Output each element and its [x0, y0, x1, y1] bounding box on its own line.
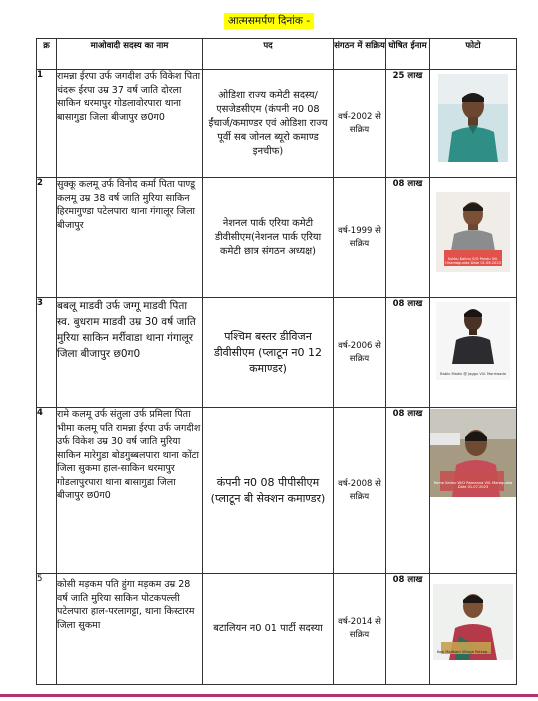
org-active-cell: वर्ष-2014 से सक्रिय — [334, 574, 386, 685]
org-active-cell: वर्ष-1999 से सक्रिय — [334, 178, 386, 298]
serial-cell: 4 — [37, 408, 57, 574]
table-row — [37, 70, 517, 178]
photo-caption: Rame Kalmu W/O Ramanna Vill. Maregudda Date 01.07.2023 — [433, 481, 513, 489]
member-photo — [436, 302, 510, 380]
header-row — [37, 39, 517, 70]
name-cell: सुक्कू कलमू उर्फ विनोद कर्मा पिता पाण्डू कलमू उम्र 38 वर्ष जाति मुरिया साकिन हिरमागुण्डा पटेलपारा थाना गंगालूर जिला बीजापुर — [57, 178, 203, 298]
title-wrap — [0, 9, 538, 29]
reward-cell: 08 लाख — [386, 408, 430, 574]
member-photo — [433, 584, 513, 660]
position-cell: नेशनल पार्क एरिया कमेटी डीवीसीएम(नेशनल पार्क एरिया कमेटी छात्र संगठन अध्यक्ष) — [203, 178, 334, 298]
reward-cell: 08 लाख — [386, 178, 430, 298]
serial-cell: 3 — [37, 298, 57, 408]
org-active-cell: वर्ष-2006 से सक्रिय — [334, 298, 386, 408]
photo-caption: Kosi Madkam Village Potkap... — [437, 650, 491, 654]
header-reward: घोषित ईनाम — [386, 39, 430, 70]
reward-cell: 08 लाख — [386, 574, 430, 685]
table-row — [37, 574, 517, 685]
person-photo-icon — [436, 302, 510, 380]
header-serial: क्र — [37, 39, 57, 70]
reward-cell: 25 लाख — [386, 70, 430, 178]
serial-cell: 2 — [37, 178, 57, 298]
name-cell: रामे कलमू उर्फ संतुला उर्फ प्रमिला पिता भीमा कलमू पति रामन्ना ईरपा उर्फ जगदीश उर्फ विकेश उम्र 30 वर्ष जाति मुरिया साकिन मारेगुडा बोडगुब्बलपारा थाना कोंटा जिला सुकमा हाल-साकिन धरमापुर गोडलापुरपारा थाना बासागुडा जिला बीजापुर छ0ग0 — [57, 408, 203, 574]
serial-cell: 5 — [37, 574, 57, 685]
header-name: माओवादी सदस्य का नाम — [57, 39, 203, 70]
photo-caption: Sukku Kalmu S/O Pandu Vill. Hiramagunda Date 01.06.2023 — [445, 257, 501, 265]
serial-cell: 1 — [37, 70, 57, 178]
person-photo-icon — [438, 74, 508, 162]
org-active-cell: वर्ष-2008 से सक्रिय — [334, 408, 386, 574]
member-photo — [436, 192, 510, 272]
org-active-cell: वर्ष-2002 से सक्रिय — [334, 70, 386, 178]
photo-caption: Bablu Madvi @ Jaggu Vill. Marriwada — [440, 372, 506, 376]
member-photo — [438, 74, 508, 162]
header-org-active: संगठन में सक्रिय — [334, 39, 386, 70]
name-cell: रामन्ना ईरपा उर्फ जगदीश उर्फ विकेश पिता चंदरू ईरपा उम्र 37 वर्ष जाति दोरला साकिन धरमापुर गोडलावोरपारा थाना बासागुडा जिला बीजापुर छ0ग0 — [57, 70, 203, 178]
photo-cell — [430, 298, 517, 408]
reward-cell: 08 लाख — [386, 298, 430, 408]
table-row — [37, 178, 517, 298]
photo-cell — [430, 574, 517, 685]
photo-cell — [430, 178, 517, 298]
position-cell: बटालियन न0 01 पार्टी सदस्या — [203, 574, 334, 685]
member-photo — [430, 409, 516, 497]
table-row — [37, 298, 517, 408]
name-cell: कोसी मड़कम पति हुंगा मड़कम उम्र 28 वर्ष जाति मुरिया साकिन पोटकपल्ली पटेलपारा हाल-परलागट्टा, थाना किस्टारम जिला सुकमा — [57, 574, 203, 685]
page-title: आत्मसमर्पण दिनांक - — [224, 13, 314, 29]
photo-cell — [430, 70, 517, 178]
surrender-table — [36, 38, 517, 685]
photo-cell — [430, 408, 517, 574]
position-cell: पश्चिम बस्तर डीविजन डीवीसीएम (प्लाटून न0 12 कमाण्डर) — [203, 298, 334, 408]
name-cell: बबलू माडवी उर्फ जग्गू माडवी पिता स्व. बुधराम माडवी उम्र 30 वर्ष जाति मुरिया साकिन मर्रीवाडा थाना गंगालूर जिला बीजापुर छ0ग0 — [57, 298, 203, 408]
footer-divider — [0, 694, 538, 697]
table-row — [37, 408, 517, 574]
person-photo-icon — [433, 584, 513, 660]
header-position: पद — [203, 39, 334, 70]
position-cell: कंपनी न0 08 पीपीसीएम (प्लाटून बी सेक्शन कमाण्डर) — [203, 408, 334, 574]
position-cell: ओडिशा राज्य कमेटी सदस्य/एसजेडसीएम (कंपनी न0 08 ईंचार्ज/कमाण्डर एवं ओडिशा राज्य पूर्वी सब जोनल ब्यूरो कमाण्ड इनचीफ) — [203, 70, 334, 178]
header-photo: फोटो — [430, 39, 517, 70]
